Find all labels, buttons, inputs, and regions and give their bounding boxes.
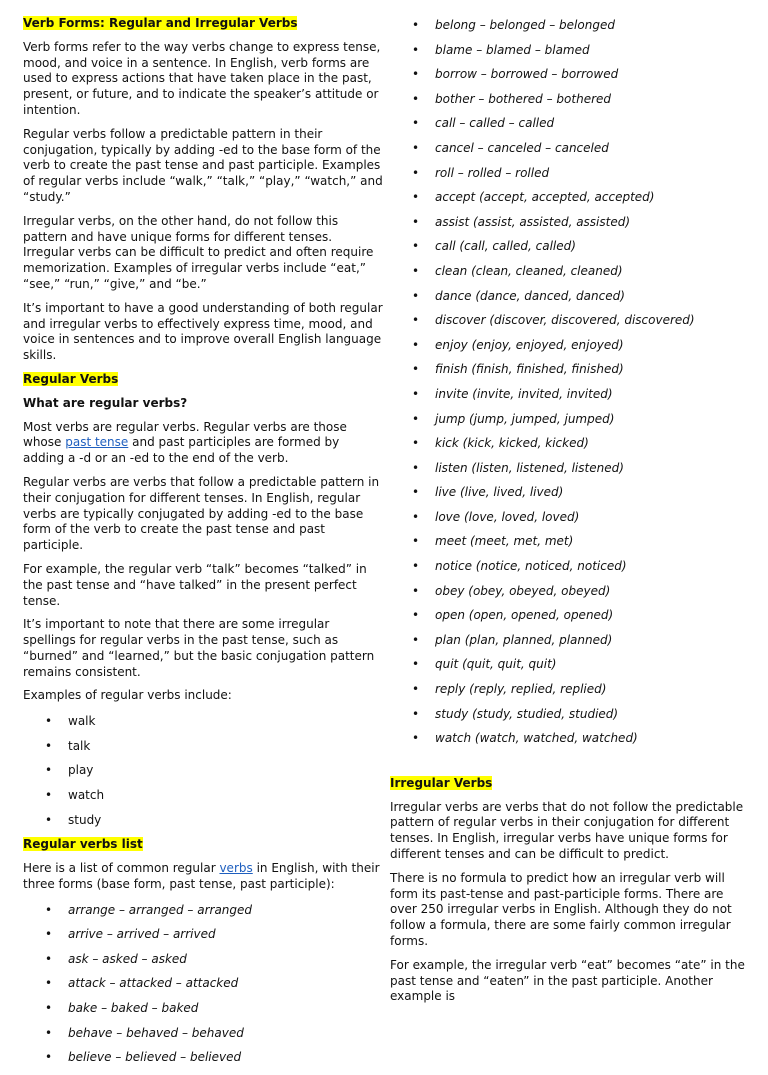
list-item: • call – called – called <box>390 116 750 141</box>
list-item: • jump (jump, jumped, jumped) <box>390 412 750 437</box>
list-item: • study <box>23 813 383 838</box>
regular-examples-list <box>23 714 383 837</box>
list-item: • cancel – canceled – canceled <box>390 141 750 166</box>
regular-paragraph-3: For example, the regular verb “talk” becomes “talked” in the past tense and “have talked” in the present perfect tense. <box>23 561 367 608</box>
irregular-paragraph-3: For example, the irregular verb “eat” becomes “ate” in the past tense and “eaten” in the past participle. Another example is <box>390 957 745 1004</box>
list-item: • love (love, loved, loved) <box>390 510 750 535</box>
list-item: • borrow – borrowed – borrowed <box>390 67 750 92</box>
right-column <box>390 18 750 1013</box>
list-item: • enjoy (enjoy, enjoyed, enjoyed) <box>390 338 750 363</box>
past-tense-link[interactable]: past tense <box>65 435 129 450</box>
list-item: • talk <box>23 739 383 764</box>
list-item: • arrange – arranged – arranged <box>23 903 383 928</box>
document-title: Verb Forms: Regular and Irregular Verbs <box>23 16 298 30</box>
list-item: • assist (assist, assisted, assisted) <box>390 215 750 240</box>
list-item: • walk <box>23 714 383 739</box>
list-intro: Here is a list of common regular verbs in English, with their three forms (base form, past tense, past participle): <box>23 861 380 891</box>
list-item: • blame – blamed – blamed <box>390 43 750 68</box>
list-item: • finish (finish, finished, finished) <box>390 362 750 387</box>
list-item: • live (live, lived, lived) <box>390 485 750 510</box>
list-item: • watch <box>23 788 383 813</box>
list-item: • belong – belonged – belonged <box>390 18 750 43</box>
list-item: • notice (notice, noticed, noticed) <box>390 559 750 584</box>
list-item: • bother – bothered – bothered <box>390 92 750 117</box>
list-item: • study (study, studied, studied) <box>390 707 750 732</box>
list-item: • watch (watch, watched, watched) <box>390 731 750 756</box>
irregular-paragraph-1: Irregular verbs are verbs that do not follow the predictable pattern of regular verbs in their conjugation for different tenses. In English, irregular verbs have unique forms for different tenses and can be difficult to predict. <box>390 799 744 861</box>
intro-paragraph-3: Irregular verbs, on the other hand, do not follow this pattern and have unique forms for different tenses. Irregular verbs can be difficult to predict and often require memorization. Examples of irregular verbs include “eat,” “see,” “run,” “give,” and “be.” <box>23 213 374 291</box>
left-column <box>23 16 383 1075</box>
list-item: • meet (meet, met, met) <box>390 534 750 559</box>
examples-intro: Examples of regular verbs include: <box>23 688 232 703</box>
irregular-verbs-heading: Irregular Verbs <box>390 775 493 790</box>
regular-verbs-heading: Regular Verbs <box>23 371 119 386</box>
list-item: • kick (kick, kicked, kicked) <box>390 436 750 461</box>
intro-paragraph-2: Regular verbs follow a predictable pattern in their conjugation, typically by adding -ed to the base form of the verb to create the past tense and past participle. Examples of regular verbs include “walk,” “talk,” “play,” “watch,” and “study.” <box>23 126 383 204</box>
regular-verbs-subheading: What are regular verbs? <box>23 395 188 410</box>
list-item: • listen (listen, listened, listened) <box>390 461 750 486</box>
list-item: • discover (discover, discovered, discovered) <box>390 313 750 338</box>
regular-verbs-list-right <box>390 18 750 756</box>
list-item: • attack – attacked – attacked <box>23 976 383 1001</box>
regular-verbs-list-left <box>23 903 383 1075</box>
list-item: • reply (reply, replied, replied) <box>390 682 750 707</box>
list-item: • invite (invite, invited, invited) <box>390 387 750 412</box>
list-item: • open (open, opened, opened) <box>390 608 750 633</box>
intro-paragraph-4: It’s important to have a good understanding of both regular and irregular verbs to effectively express time, mood, and voice in sentences and to improve overall English language skills. <box>23 300 383 363</box>
list-item: • call (call, called, called) <box>390 239 750 264</box>
list-item: • roll – rolled – rolled <box>390 166 750 191</box>
regular-paragraph-1: Most verbs are regular verbs. Regular verbs are those whose past tense and past participles are formed by adding a -d or an -ed to the end of the verb. <box>23 419 347 466</box>
list-item: • dance (dance, danced, danced) <box>390 289 750 314</box>
list-item: • clean (clean, cleaned, cleaned) <box>390 264 750 289</box>
list-item: • accept (accept, accepted, accepted) <box>390 190 750 215</box>
list-item: • quit (quit, quit, quit) <box>390 657 750 682</box>
list-item: • believe – believed – believed <box>23 1050 383 1075</box>
list-item: • play <box>23 763 383 788</box>
intro-paragraph-1: Verb forms refer to the way verbs change to express tense, mood, and voice in a sentence. In English, verb forms are used to express actions that have taken place in the past, present, or future, and to indicate the speaker’s attitude or intention. <box>23 39 381 117</box>
list-item: • behave – behaved – behaved <box>23 1026 383 1051</box>
regular-paragraph-4: It’s important to note that there are some irregular spellings for regular verbs in the past tense, such as “burned” and “learned,” but the basic conjugation pattern remains consistent. <box>23 617 375 679</box>
list-item: • bake – baked – baked <box>23 1001 383 1026</box>
list-item: • plan (plan, planned, planned) <box>390 633 750 658</box>
regular-verbs-list-heading: Regular verbs list <box>23 837 143 852</box>
list-item: • obey (obey, obeyed, obeyed) <box>390 584 750 609</box>
list-item: • arrive – arrived – arrived <box>23 927 383 952</box>
irregular-paragraph-2: There is no formula to predict how an irregular verb will form its past-tense and past-participle forms. There are over 250 irregular verbs in English. Although they do not follow a formula, there are some fairly common irregular forms. <box>390 870 732 948</box>
list-item: • ask – asked – asked <box>23 952 383 977</box>
verbs-link[interactable]: verbs <box>219 861 253 876</box>
regular-paragraph-2: Regular verbs are verbs that follow a predictable pattern in their conjugation for different tenses. In English, regular verbs are typically conjugated by adding -ed to the base form of the verb to create the past tense and past participle. <box>23 474 380 553</box>
